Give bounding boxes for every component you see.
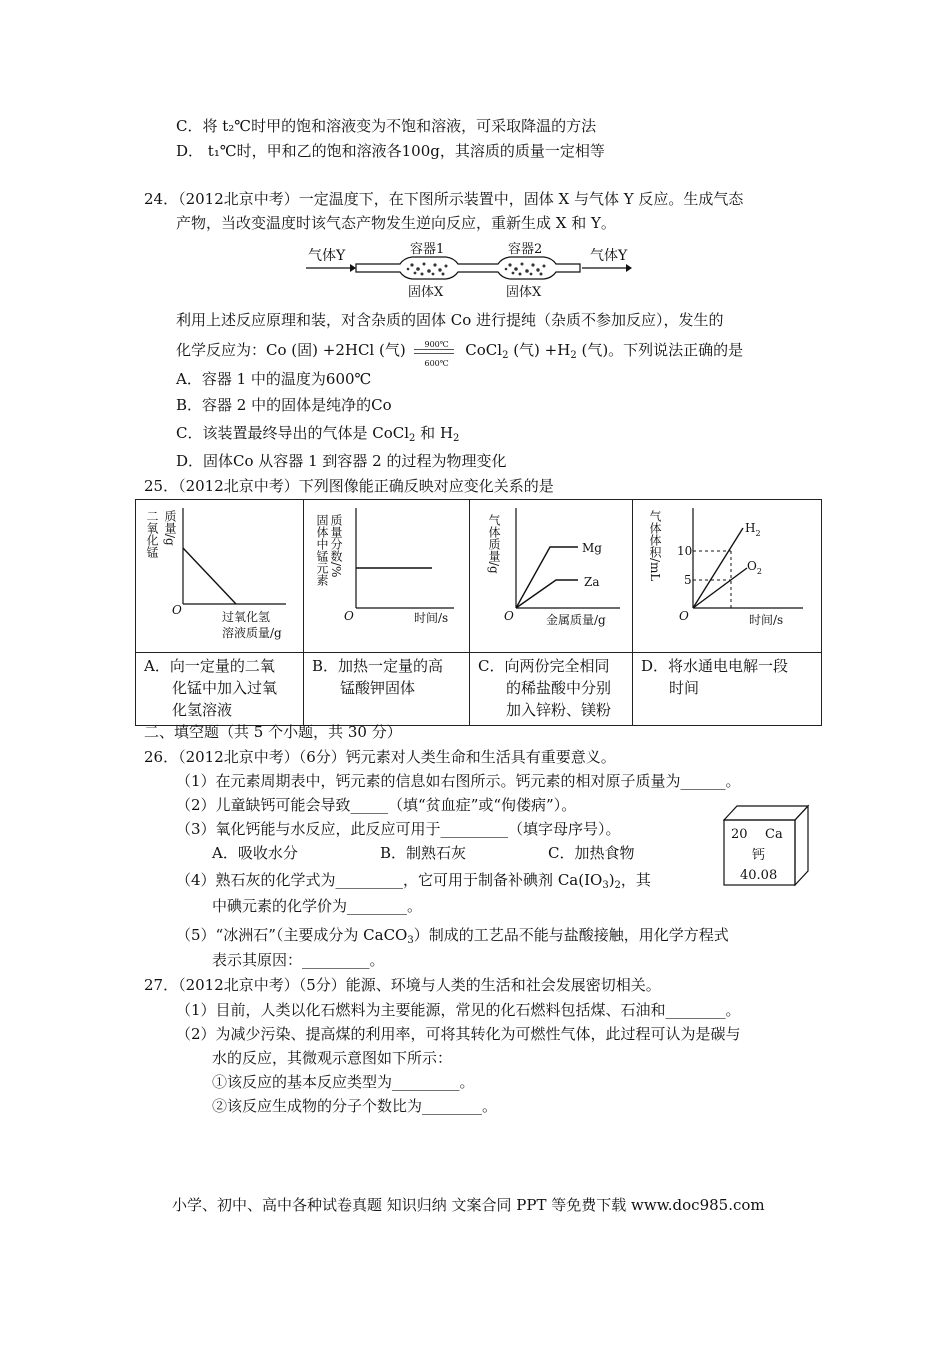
q24-stem-line2: 产物，当改变温度时该气态产物发生逆向反应，重新生成 X 和 Y。	[176, 214, 616, 232]
q26-part3: （3）氧化钙能与水反应，此反应可用于_________（填字母序号）。	[176, 820, 621, 838]
apparatus-container2: 容器2	[508, 242, 543, 257]
calcium-element-box	[723, 804, 809, 886]
q24-equation: 化学反应为：Co (固) +2HCl (气) $\frac{900℃}{600℃}$ CoCl$_2$ (气) $+H_2$ (气)。下列说法正确的是	[176, 340, 744, 368]
apparatus-gas-out: 气体Y	[590, 248, 628, 264]
reversible-arrow-icon: $\frac{900℃}{600℃}$	[410, 341, 460, 361]
graph-c-cell	[470, 500, 633, 653]
graph-d-ylabel: 气体体积/mL	[648, 510, 662, 582]
graph-d-xlabel: 时间/s	[749, 613, 784, 627]
q27-part2-i: ①该反应的基本反应类型为_________。	[212, 1073, 475, 1091]
q26-part3-option-c: C．加热食物	[548, 844, 635, 862]
graph-a-origin: O	[172, 603, 182, 617]
graph-b-ylabel-1: 固体中锰元素	[315, 514, 329, 586]
element-symbol: Ca	[765, 827, 783, 842]
graph-d-o2-line	[693, 568, 747, 608]
graph-c-ylabel: 气体质量/g	[487, 514, 501, 574]
page-footer: 小学、初中、高中各种试卷真题 知识归纳 文案合同 PPT 等免费下载 www.doc985.com	[172, 1196, 765, 1214]
q24-stem-line3: 利用上述反应原理和装，对含杂质的固体 Co 进行提纯（杂质不参加反应），发生的	[176, 311, 724, 329]
q26-part5-line2: 表示其原因：_________。	[212, 951, 385, 969]
q27-part2-line2: 水的反应，其微观示意图如下所示：	[212, 1049, 453, 1067]
q24-option-a: A．容器 1 中的温度为600℃	[176, 370, 372, 388]
q23-option-c: C．将 t₂℃时甲的饱和溶液变为不饱和溶液，可采取降温的方法	[176, 117, 597, 135]
q25-option-b: B．加热一定量的高 锰酸钾固体	[304, 653, 470, 726]
apparatus-gas-in: 气体Y	[308, 248, 346, 264]
graph-d	[633, 500, 821, 648]
q24-option-d: D．固体Co 从容器 1 到容器 2 的过程为物理变化	[176, 452, 507, 470]
q26-part2: （2）儿童缺钙可能会导致_____（填“贫血症”或“佝偻病”）。	[176, 796, 577, 814]
graph-d-tick-5: 5	[684, 573, 692, 587]
graph-a-ylabel-2: 质量/g	[163, 510, 177, 546]
graph-a-cell	[136, 500, 304, 653]
element-mass: 40.08	[740, 868, 778, 883]
q24-apparatus-diagram	[300, 238, 650, 304]
q23-option-d: D． t₁℃时，甲和乙的饱和溶液各100g，其溶质的质量一定相等	[176, 142, 605, 160]
graph-b-ylabel-2: 质量分数/%	[329, 514, 343, 578]
element-number: 20	[731, 827, 748, 842]
apparatus-container1: 容器1	[410, 242, 445, 257]
apparatus-solid2: 固体X	[506, 285, 542, 300]
graph-d-cell	[633, 500, 822, 653]
q26-part3-option-b: B．制熟石灰	[380, 844, 467, 862]
section-2-heading: 二、填空题（共 5 个小题，共 30 分）	[144, 723, 402, 741]
q25-option-a: A．向一定量的二氧 化锰中加入过氧 化氢溶液	[136, 653, 304, 726]
graph-c-origin: O	[504, 609, 514, 623]
q26-part3-option-a: A．吸收水分	[212, 844, 298, 862]
graph-d-series-o2: $O_2$	[747, 559, 762, 576]
graph-b	[304, 500, 469, 648]
graph-c	[470, 500, 632, 648]
graph-a	[136, 500, 303, 648]
q27-stem: 27．（2012北京中考）（5分）能源、环境与人类的生活和社会发展密切相关。	[144, 976, 661, 994]
graph-b-cell	[304, 500, 470, 653]
graph-c-mg-line	[516, 547, 578, 608]
graph-c-xlabel: 金属质量/g	[546, 613, 606, 627]
q25-option-c: C．向两份完全相同 的稀盐酸中分别 加入锌粉、镁粉	[470, 653, 633, 726]
q27-part2-ii: ②该反应生成物的分子个数比为________。	[212, 1097, 498, 1115]
q24-option-b: B．容器 2 中的固体是纯净的Co	[176, 396, 392, 414]
q26-part4: （4）熟石灰的化学式为_________，它可用于制备补碘剂 $Ca(IO_3)_2$，其	[176, 871, 651, 891]
q25-option-d: D．将水通电电解一段 时间	[633, 653, 822, 726]
graph-a-xlabel-1: 过氧化氢	[222, 610, 271, 624]
q26-part4-line2: 中碘元素的化学价为________。	[212, 897, 423, 915]
graph-c-series-mg: Mg	[582, 541, 602, 555]
q24-stem-line1: 24．（2012北京中考）一定温度下，在下图所示装置中，固体 X 与气体 Y 反应。生成气态	[144, 190, 744, 208]
graph-a-ylabel-1: 二氧化锰	[145, 510, 159, 558]
q25-stem: 25．（2012北京中考）下列图像能正确反映对应变化关系的是	[144, 477, 554, 495]
graph-c-zn-line	[516, 580, 578, 608]
q26-part1: （1）在元素周期表中，钙元素的信息如右图所示。钙元素的相对原子质量为______。	[176, 772, 741, 790]
q24-option-c: C．该装置最终导出的气体是 CoCl$_2$ 和 $H_2$	[176, 424, 460, 444]
graph-a-xlabel-2: 溶液质量/g	[222, 626, 282, 640]
graph-c-series-zn: Za	[584, 575, 600, 589]
graph-d-tick-10: 10	[677, 544, 693, 558]
q27-part1: （1）目前，人类以化石燃料为主要能源，常见的化石燃料包括煤、石油和________。	[176, 1001, 741, 1019]
element-name: 钙	[752, 848, 766, 863]
q27-part2: （2）为减少污染、提高煤的利用率，可将其转化为可燃性气体，此过程可认为是碳与	[176, 1025, 741, 1043]
graph-b-origin: O	[344, 609, 354, 623]
apparatus-solid1: 固体X	[408, 285, 444, 300]
q26-part5: （5）“冰洲石”（主要成分为 CaCO$_3$）制成的工艺品不能与盐酸接触，用化学方程式	[176, 926, 729, 946]
graph-b-xlabel: 时间/s	[414, 611, 449, 625]
graph-d-h2-line	[693, 528, 743, 608]
q26-stem: 26．（2012北京中考）（6分）钙元素对人类生命和生活具有重要意义。	[144, 748, 616, 766]
graph-d-origin: O	[679, 609, 689, 623]
graph-d-series-h2: $H_2$	[745, 521, 761, 538]
q25-graph-table	[135, 499, 822, 726]
